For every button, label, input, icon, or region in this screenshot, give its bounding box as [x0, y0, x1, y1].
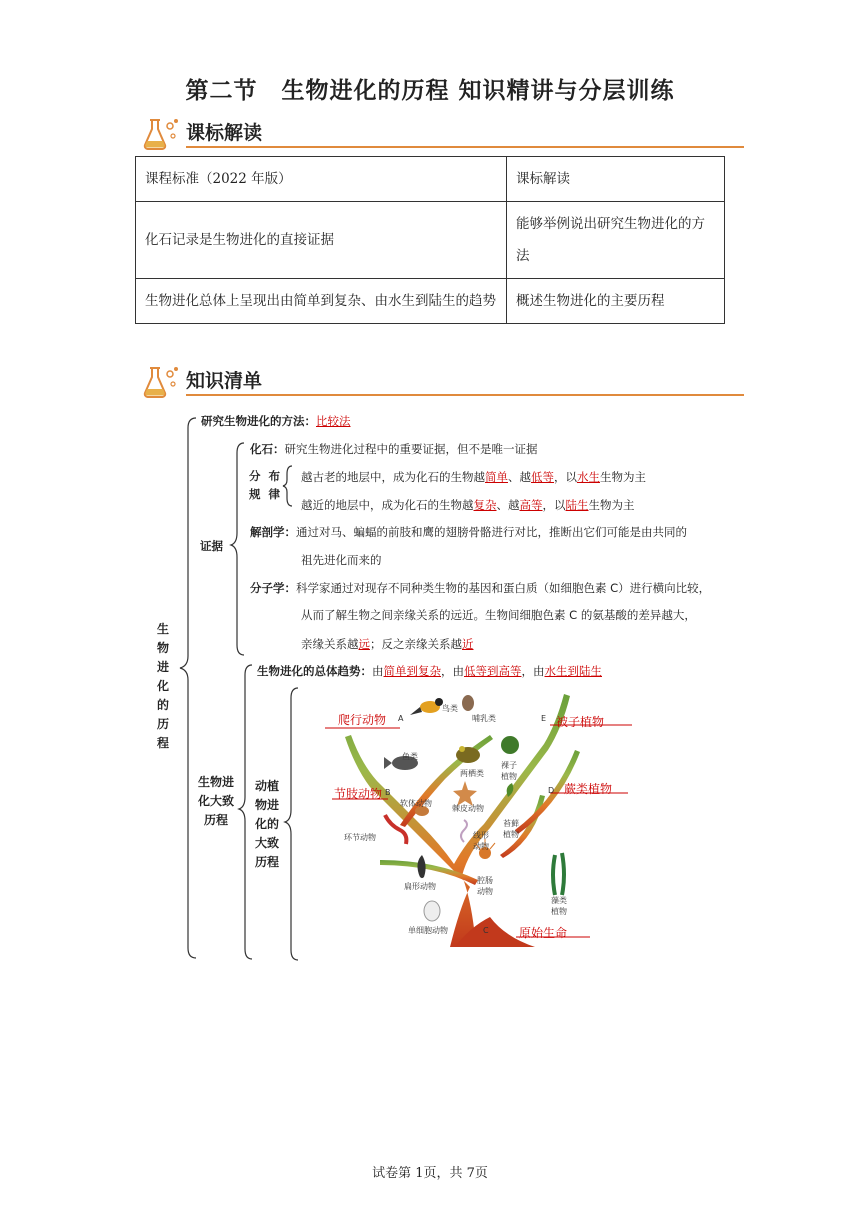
answer: 陆生: [565, 498, 589, 512]
trend-label: 生物进化的总体趋势：: [257, 664, 372, 678]
brace-course: [239, 665, 252, 959]
fossil-row: [250, 441, 538, 457]
text: ；反之亲缘关系越: [370, 637, 462, 651]
text: 、越: [496, 498, 520, 512]
tree-letter-e: E: [541, 714, 547, 723]
trend-row: [257, 663, 602, 679]
table-cell: 概述生物进化的主要历程: [507, 279, 725, 324]
mammal-icon: [462, 695, 474, 711]
method-label: 研究生物进化的方法：: [201, 414, 316, 428]
anatomy-text-cont: 祖先进化而来的: [301, 553, 382, 567]
text: 亲缘关系越: [301, 637, 359, 651]
tree-amphibian: 两栖类: [460, 769, 484, 778]
answer: 低等到高等: [464, 664, 522, 678]
tree-fish: 鱼类: [402, 752, 418, 761]
table-header-interpretation: 课标解读: [507, 157, 725, 202]
fossil-text: 研究生物进化过程中的重要证据，但不是唯一证据: [284, 442, 538, 456]
text: ，由: [441, 664, 464, 678]
answer: 近: [462, 637, 474, 651]
tree-label-origin: 原始生命: [519, 926, 568, 940]
method-answer: 比较法: [316, 414, 351, 428]
brace-distribution: [283, 466, 292, 506]
tree-letter-d: D: [548, 786, 555, 795]
molecular-row: [250, 580, 710, 596]
molecular-text: 科学家通过对现存不同种类生物的基因和蛋白质（如细胞色素 C）进行横向比较，: [296, 581, 711, 595]
text: 、越: [508, 470, 531, 484]
answer: 水生到陆生: [544, 664, 602, 678]
tree-label-arthropod: 节肢动物: [334, 787, 383, 801]
bird-icon: [410, 698, 443, 715]
tree-cnidarian: 腔肠动物: [477, 876, 493, 896]
anatomy-label: 解剖学：: [250, 525, 296, 539]
text: ，以: [554, 470, 577, 484]
tree-mollusk: 软体动物: [400, 799, 432, 808]
answer: 水生: [577, 470, 600, 484]
section-title: 知识清单: [186, 370, 263, 392]
distribution-ancient-row: [301, 469, 646, 485]
method-row: [201, 413, 351, 429]
tree-letter-c: C: [483, 926, 489, 935]
brace-evidence: [231, 443, 244, 655]
tree-label-fern: 蕨类植物: [564, 782, 613, 796]
tree-nematode: 线形动物: [473, 831, 489, 851]
molecular-text-end: [301, 636, 474, 652]
tree-label-angiosperm: 被子植物: [556, 715, 605, 729]
table-header-standard: 课程标准（2022 年版）: [136, 157, 507, 202]
tree-mammal: 哺乳类: [472, 714, 496, 723]
text: 由: [372, 664, 384, 678]
answer: 复杂: [473, 498, 497, 512]
text: 生物为主: [588, 498, 635, 512]
branch-label: 动植物进化的大致历程: [254, 779, 279, 869]
text: ，由: [521, 664, 545, 678]
tree-gymnosperm: 裸子植物: [501, 761, 517, 781]
brace-branch: [285, 688, 298, 960]
answer: 低等: [531, 470, 554, 484]
gymnosperm-icon: [501, 736, 519, 754]
algae-icon: [553, 853, 564, 895]
anatomy-row: [250, 524, 687, 540]
tree-annelid: 环节动物: [344, 833, 376, 842]
fossil-label: 化石：: [250, 442, 285, 456]
distribution-label: 分 布 规 律: [249, 469, 283, 501]
molecular-text-cont: 从而了解生物之间亲缘关系的远近。生物间细胞色素 C 的氨基酸的差异越大，: [301, 608, 696, 622]
nematode-icon: [461, 820, 467, 842]
page-footer: 试卷第 1页，共 7页: [372, 1166, 488, 1181]
answer: 高等: [519, 498, 543, 512]
tree-echinoderm: 棘皮动物: [452, 804, 484, 813]
answer: 远: [358, 637, 370, 651]
tree-trunk: [345, 694, 580, 947]
root-label: 生物进化的历程: [156, 622, 169, 750]
tree-label-reptile: 爬行动物: [338, 713, 387, 727]
evidence-label: 证据: [200, 539, 223, 553]
tree-letter-b: B: [385, 788, 391, 797]
answer: 简单: [485, 470, 508, 484]
anatomy-text: 通过对马、蝙蝠的前肢和鹰的翅膀骨骼进行对比，推断出它们可能是由共同的: [296, 525, 687, 539]
tree-letter-a: A: [398, 714, 404, 723]
tree-algae: 藻类植物: [551, 896, 567, 916]
flatworm-icon: [418, 855, 426, 878]
table-cell: 生物进化总体上呈现出由简单到复杂、由水生到陆生的趋势: [136, 279, 507, 324]
tree-flatworm: 扁形动物: [404, 882, 436, 891]
protozoa-icon: [424, 901, 440, 921]
text: 越古老的地层中，成为化石的生物越: [301, 470, 485, 484]
table-cell: 能够举例说出研究生物进化的方法: [507, 202, 725, 279]
course-label: 生物进化大致历程: [197, 775, 234, 827]
table-cell: 化石记录是生物进化的直接证据: [136, 202, 507, 279]
text: 生物为主: [600, 470, 646, 484]
distribution-recent-row: [301, 497, 635, 513]
text: 越近的地层中，成为化石的生物越: [301, 498, 474, 512]
tree-protozoa: 单细胞动物: [408, 926, 448, 935]
answer: 简单到复杂: [383, 664, 441, 678]
molecular-label: 分子学：: [250, 581, 296, 595]
page-title: 第二节 生物进化的历程 知识精讲与分层训练: [185, 78, 675, 104]
tree-moss: 苔藓植物: [503, 819, 519, 839]
tree-bird: 鸟类: [442, 704, 458, 713]
brace-root: [180, 418, 196, 958]
section-title: 课标解读: [186, 122, 263, 144]
text: ，以: [542, 498, 566, 512]
